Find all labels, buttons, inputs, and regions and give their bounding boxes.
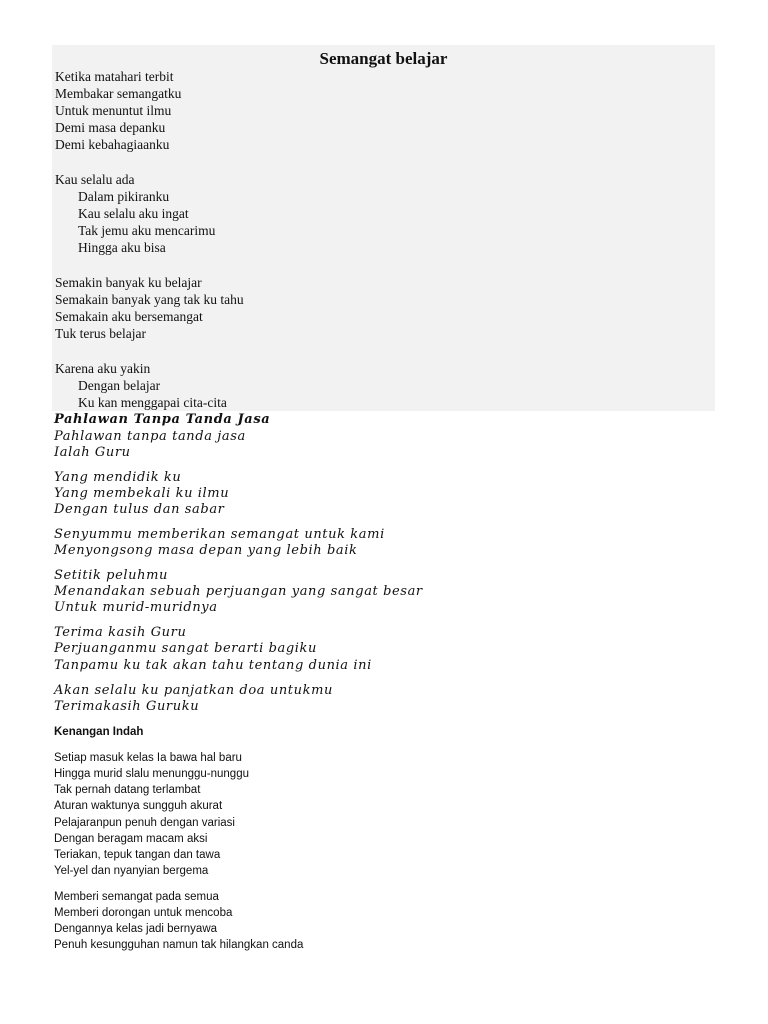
poem-line: Demi masa depanku — [55, 120, 166, 135]
poem-line: Penuh kesungguhan namun tak hilangkan canda — [54, 939, 304, 951]
poem-line: Dengan tulus dan sabar — [54, 502, 225, 517]
poem-title: Semangat belajar — [319, 49, 448, 68]
poem-line: Semakain banyak yang tak ku tahu — [55, 292, 244, 307]
poem-semangat-belajar — [52, 45, 715, 411]
poem-line: Tak pernah datang terlambat — [54, 784, 201, 796]
poem-line: Setitik peluhmu — [54, 568, 168, 583]
poem-line: Pahlawan tanpa tanda jasa — [54, 429, 246, 444]
poem-line: Hingga aku bisa — [78, 240, 166, 255]
poem-line: Dengan belajar — [78, 378, 161, 393]
poem-line: Tak jemu aku mencarimu — [78, 223, 216, 238]
poem-line: Karena aku yakin — [55, 361, 151, 376]
poem-line: Menandakan sebuah perjuangan yang sangat besar — [54, 584, 423, 599]
poem-line: Untuk menuntut ilmu — [55, 103, 172, 118]
poem-line: Perjuanganmu sangat berarti bagiku — [54, 641, 318, 656]
poem-line: Tanpamu ku tak akan tahu tentang dunia ini — [54, 658, 372, 673]
poem-line: Ku kan menggapai cita-cita — [78, 395, 227, 410]
poem-line: Semakain aku bersemangat — [55, 309, 203, 324]
poem-line: Kau selalu aku ingat — [78, 206, 189, 221]
poem-line: Kau selalu ada — [55, 172, 135, 187]
poem-line: Pelajaranpun penuh dengan variasi — [54, 817, 235, 829]
poem-line: Aturan waktunya sungguh akurat — [54, 800, 223, 812]
poem-line: Ialah Guru — [54, 445, 131, 460]
poem-line: Terima kasih Guru — [54, 625, 187, 640]
poem-line: Yel-yel dan nyanyian bergema — [54, 865, 209, 877]
poem-line: Setiap masuk kelas Ia bawa hal baru — [54, 752, 242, 764]
poem-line: Demi kebahagiaanku — [55, 137, 170, 152]
poem-line: Dengannya kelas jadi bernyawa — [54, 923, 218, 935]
poem-line: Tuk terus belajar — [55, 326, 146, 341]
poem-line: Akan selalu ku panjatkan doa untukmu — [54, 683, 333, 698]
poem-line: Memberi semangat pada semua — [54, 891, 219, 903]
poem-line: Hingga murid slalu menunggu-nunggu — [54, 768, 249, 780]
poem-line: Teriakan, tepuk tangan dan tawa — [54, 849, 221, 861]
poem-line: Ketika matahari terbit — [55, 69, 174, 84]
poem-line: Memberi dorongan untuk mencoba — [54, 907, 233, 919]
poem-line: Dengan beragam macam aksi — [54, 833, 208, 845]
poem-line: Terimakasih Guruku — [54, 699, 200, 714]
poem-line: Menyongsong masa depan yang lebih baik — [54, 543, 358, 558]
poem-title: Kenangan Indah — [54, 726, 144, 738]
poem-line: Semakin banyak ku belajar — [55, 275, 202, 290]
poem-line: Yang mendidik ku — [54, 470, 182, 485]
poem-line: Untuk murid-muridnya — [54, 600, 218, 615]
poem-title: Pahlawan Tanpa Tanda Jasa — [54, 412, 271, 427]
poem-line: Membakar semangatku — [55, 86, 182, 101]
poem-line: Dalam pikiranku — [78, 189, 170, 204]
poem-line: Senyummu memberikan semangat untuk kami — [54, 527, 385, 542]
poem-line: Yang membekali ku ilmu — [54, 486, 230, 501]
